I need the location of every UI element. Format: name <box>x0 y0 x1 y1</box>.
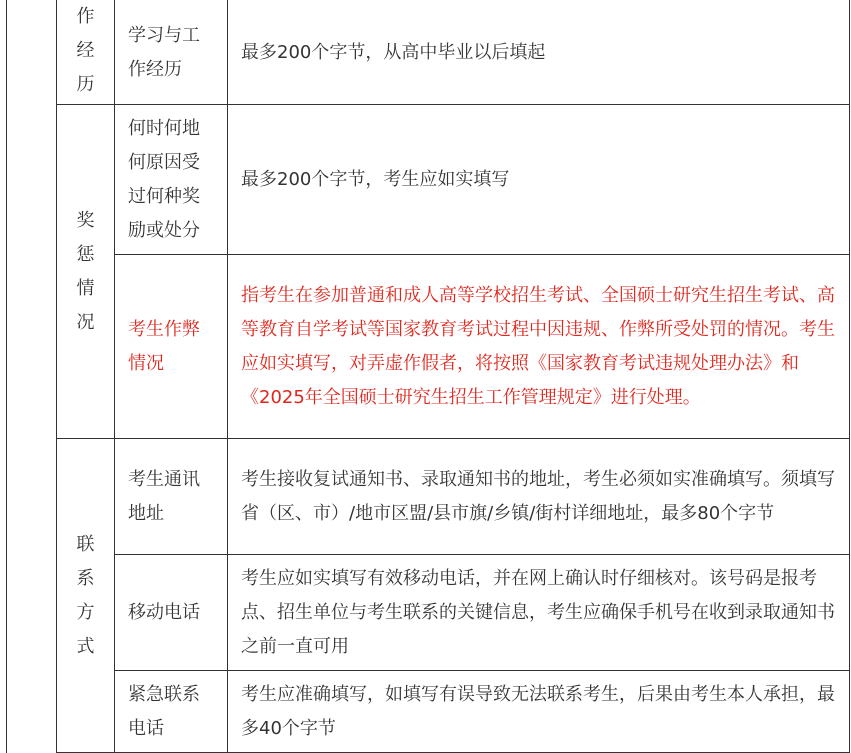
category-rewards-penalties: 奖惩情况 <box>57 105 115 439</box>
field-description: 最多200个字节，考生应如实填写 <box>228 105 850 255</box>
field-description: 考生应如实填写有效移动电话，并在网上确认时仔细核对。该号码是报考点、招生单位与考生联系的关键信息，考生应确保手机号在收到录取通知书之前一直可用 <box>228 555 850 671</box>
field-description: 最多200个字节，从高中毕业以后填起 <box>228 0 850 105</box>
table-row <box>57 439 850 555</box>
table-row <box>57 671 850 753</box>
field-label: 紧急联系电话 <box>115 671 228 753</box>
registration-info-table <box>56 0 850 753</box>
field-description-highlight: 指考生在参加普通和成人高等学校招生考试、全国硕士研究生招生考试、高等教育自学考试等国家教育考试过程中因违规、作弊所受处罚的情况。考生应如实填写，对弄虚作假者，将按照《国家教育考试违规处理办法》和《2025年全国硕士研究生招生工作管理规定》进行处理。 <box>228 255 850 439</box>
table-row <box>57 105 850 255</box>
field-description: 考生接收复试通知书、录取通知书的地址，考生必须如实准确填写。须填写省（区、市）/地市区盟/县市旗/乡镇/街村详细地址，最多80个字节 <box>228 439 850 555</box>
field-label-highlight: 考生作弊情况 <box>115 255 228 439</box>
field-description: 考生应准确填写，如填写有误导致无法联系考生，后果由考生本人承担，最多40个字节 <box>228 671 850 753</box>
table-row <box>57 255 850 439</box>
table-row <box>57 0 850 105</box>
table-row <box>57 555 850 671</box>
outer-left-border <box>6 0 7 753</box>
category-work-experience: 作经历 <box>57 0 115 105</box>
field-label: 考生通讯地址 <box>115 439 228 555</box>
category-contact-info: 联系方式 <box>57 439 115 753</box>
field-label: 移动电话 <box>115 555 228 671</box>
field-label: 何时何地何原因受过何种奖励或处分 <box>115 105 228 255</box>
field-label: 学习与工作经历 <box>115 0 228 105</box>
